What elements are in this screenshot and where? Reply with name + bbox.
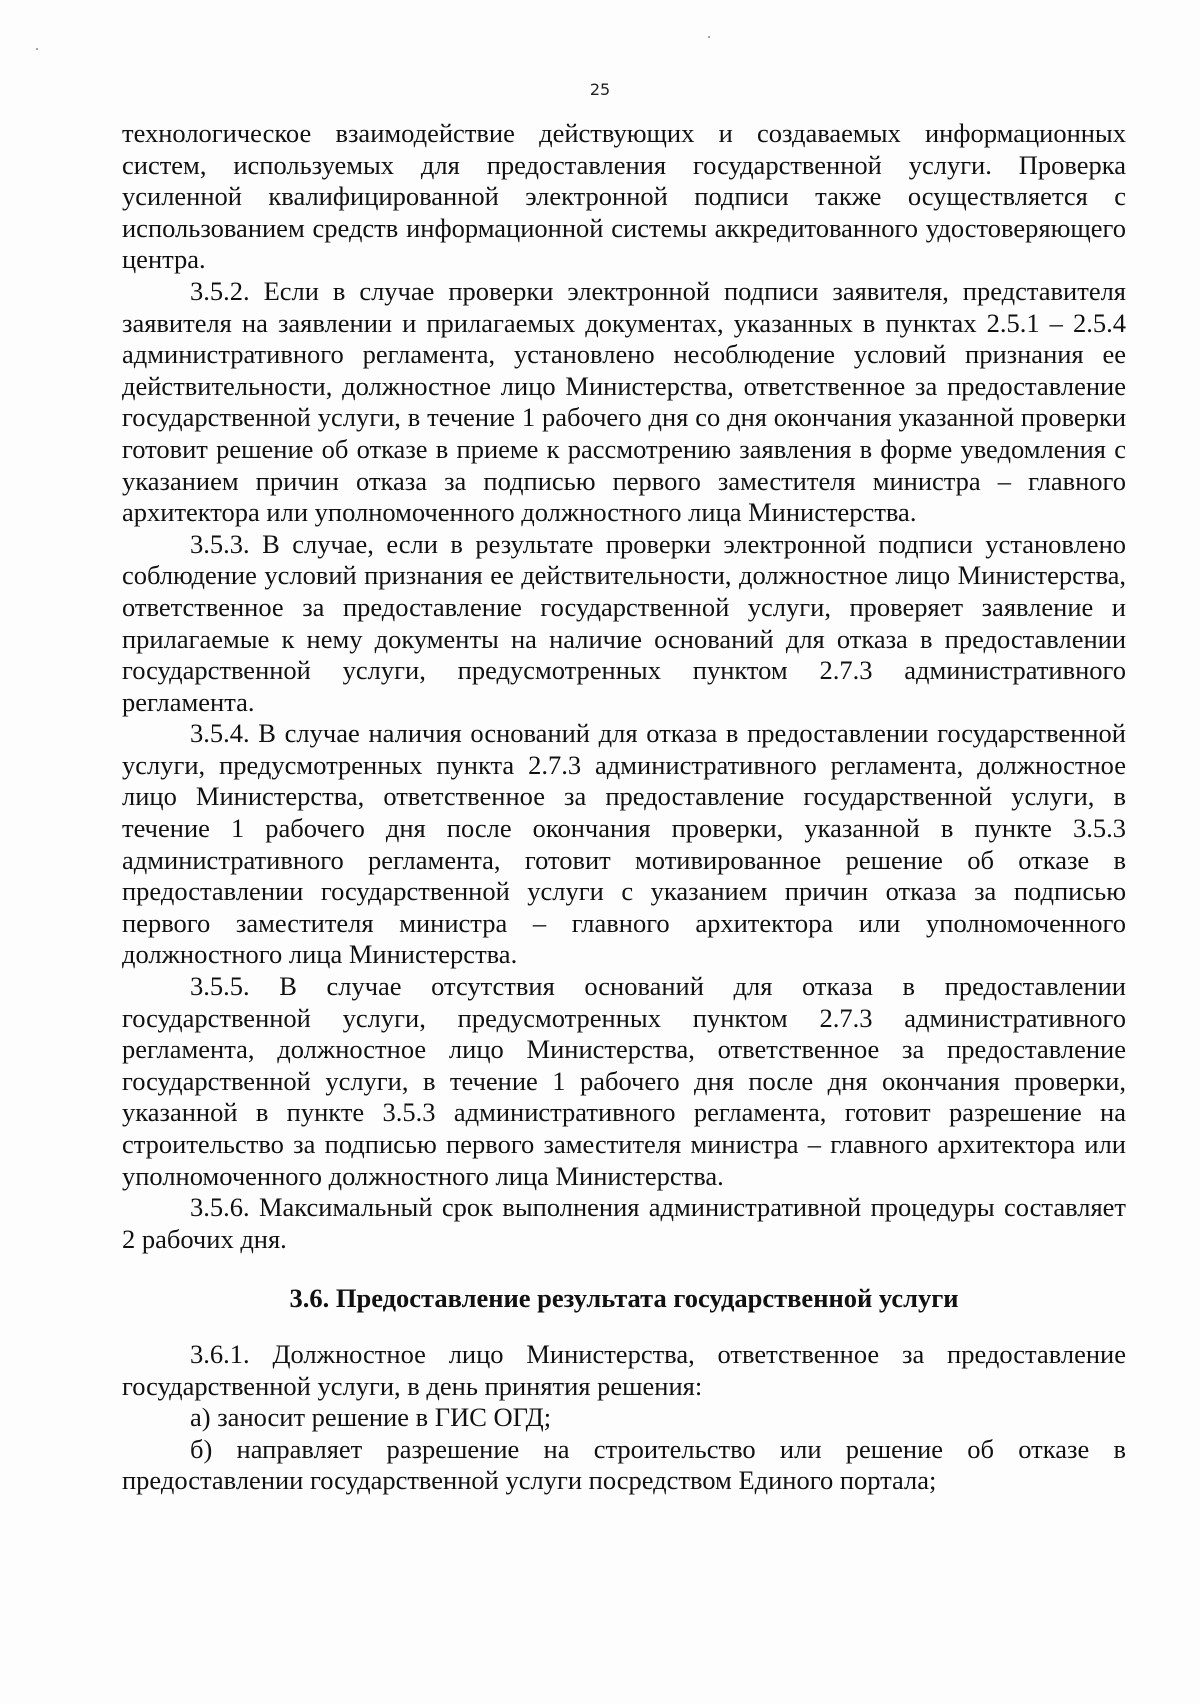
list-item-a: а) заносит решение в ГИС ОГД; bbox=[190, 1402, 552, 1433]
paragraph-3-5-6: 3.5.6. Максимальный срок выполнения административной процедуры составляет 2 рабочих дня. bbox=[122, 1192, 1126, 1254]
paragraph-3-5-2: 3.5.2. Если в случае проверки электронной подписи заявителя, представителя заявителя на заявлении и прилагаемых документах, указанных в пунктах 2.5.1 – 2.5.4 административного регламента, установлено несоблюдение условий признания ее действительности, должностное лицо Министерства, ответственное за предоставление государственной услуги, в течение 1 рабочего дня со дня окончания указанной проверки готовит решение об отказе в приеме к рассмотрению заявления в форме уведомления с указанием причин отказа за подписью первого заместителя министра – главного архитектора или уполномоченного должностного лица Министерства. bbox=[122, 275, 1126, 528]
document-body bbox=[122, 118, 1126, 1497]
paragraph-3-5-5: 3.5.5. В случае отсутствия оснований для отказа в предоставлении государственной услуги, предусмотренных пунктом 2.7.3 административного регламента, должностное лицо Министерства, ответственное за предоставление государственной услуги, в течение 1 рабочего дня после дня окончания проверки, указанной в пункте 3.5.3 административного регламента, готовит разрешение на строительство за подписью первого заместителя министра – главного архитектора или уполномоченного должностного лица Министерства. bbox=[122, 971, 1126, 1191]
scan-speck bbox=[708, 36, 710, 38]
paragraph-3-5-4: 3.5.4. В случае наличия оснований для отказа в предоставлении государственной услуги, предусмотренных пункта 2.7.3 административного регламента, должностное лицо Министерства, ответственное за предоставление государственной услуги, в течение 1 рабочего дня после окончания проверки, указанной в пункте 3.5.3 административного регламента, готовит мотивированное решение об отказе в предоставлении государственной услуги с указанием причин отказа за подписью первого заместителя министра – главного архитектора или уполномоченного должностного лица Министерства. bbox=[122, 718, 1126, 970]
page-number: 25 bbox=[589, 80, 611, 99]
list-item-b: б) направляет разрешение на строительство или решение об отказе в предоставлении государственной услуги посредством Единого портала; bbox=[122, 1433, 1126, 1496]
paragraph-continuation: технологическое взаимодействие действующих и создаваемых информационных систем, используемых для предоставления государственной услуги. Проверка усиленной квалифицированной электронной подписи также осуществляется с использованием средств информационной системы аккредитованного удостоверяющего центра. bbox=[122, 118, 1126, 275]
scan-speck bbox=[36, 48, 38, 50]
section-heading: 3.6. Предоставление результата государственной услуги bbox=[289, 1283, 959, 1314]
paragraph-3-6-1: 3.6.1. Должностное лицо Министерства, ответственное за предоставление государственной услуги, в день принятия решения: bbox=[122, 1338, 1126, 1401]
paragraph-3-5-3: 3.5.3. В случае, если в результате проверки электронной подписи установлено соблюдение условий признания ее действительности, должностное лицо Министерства, ответственное за предоставление государственной услуги, проверяет заявление и прилагаемые к нему документы на наличие оснований для отказа в предоставлении государственной услуги, предусмотренных пунктом 2.7.3 административного регламента. bbox=[122, 528, 1126, 717]
